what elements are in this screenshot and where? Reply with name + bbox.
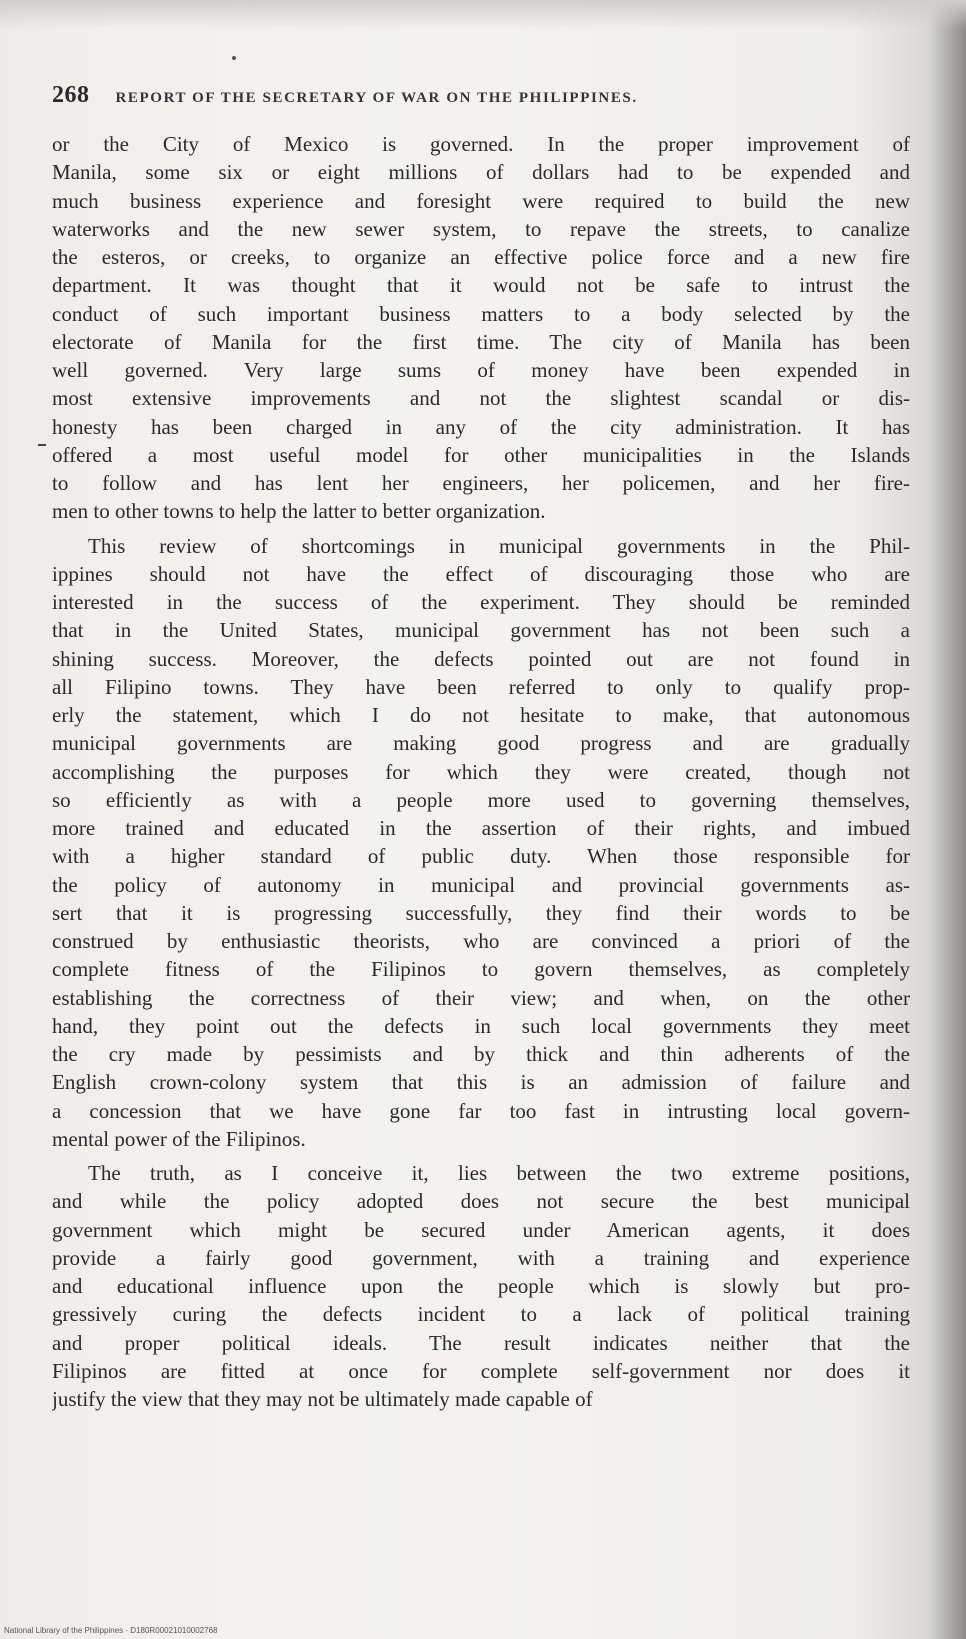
text-line: to follow and has lent her engineers, her policemen, and her fire-: [52, 471, 910, 495]
paragraph: [52, 130, 910, 526]
text-line: interested in the success of the experiment. They should be reminded: [52, 590, 910, 614]
text-line: the policy of autonomy in municipal and provincial governments as-: [52, 872, 910, 897]
text-line: honesty has been charged in any of the city administration. It has: [52, 414, 910, 439]
footer-attribution: National Library of the Philippines · D180R00021010002768: [4, 1626, 218, 1635]
text-line: electorate of Manila for the first time. The city of Manila has been: [52, 329, 910, 354]
running-head: REPORT OF THE SECRETARY OF WAR ON THE PHILIPPINES.: [115, 90, 638, 106]
text-line: hand, they point out the defects in such local governments they meet: [52, 1013, 910, 1038]
text-line: waterworks and the new sewer system, to repave the streets, to canalize: [52, 216, 910, 241]
text-line: construed by enthusiastic theorists, who are convinced a priori of the: [52, 929, 910, 953]
text-line: English crown-colony system that this is an admission of failure and: [52, 1070, 910, 1095]
ink-speck: [232, 56, 236, 60]
text-line: establishing the correctness of their view; and when, on the other: [52, 985, 910, 1010]
text-line: government which might be secured under American agents, it does: [52, 1217, 910, 1242]
paragraph: [52, 532, 910, 1154]
text-line: department. It was thought that it would not be safe to intrust the: [52, 273, 910, 298]
text-line: well governed. Very large sums of money have been expended in: [52, 358, 910, 382]
text-line: mental power of the Filipinos.: [52, 1126, 306, 1151]
text-line: erly the statement, which I do not hesitate to make, that autonomous: [52, 703, 910, 727]
text-line: Filipinos are fitted at once for complete self-government nor does it: [52, 1358, 910, 1383]
text-line: that in the United States, municipal government has not been such a: [52, 618, 910, 643]
text-line: The truth, as I conceive it, lies between the two extreme positions,: [88, 1161, 910, 1185]
text-line: offered a most useful model for other municipalities in the Islands: [52, 442, 910, 467]
text-line: shining success. Moreover, the defects pointed out are not found in: [52, 646, 910, 671]
text-line: so efficiently as with a people more used to governing themselves,: [52, 787, 910, 812]
text-line: and proper political ideals. The result indicates neither that the: [52, 1330, 910, 1355]
text-line: sert that it is progressing successfully, they find their words to be: [52, 900, 910, 925]
text-line: the esteros, or creeks, to organize an effective police force and a new fire: [52, 245, 910, 269]
text-line: conduct of such important business matters to a body selected by the: [52, 301, 910, 326]
body-text: [52, 130, 910, 1413]
text-line: and while the policy adopted does not secure the best municipal: [52, 1189, 910, 1214]
text-line: the cry made by pessimists and by thick and thin adherents of the: [52, 1042, 910, 1066]
text-line: more trained and educated in the assertion of their rights, and imbued: [52, 816, 910, 840]
text-line: or the City of Mexico is governed. In the proper improvement of: [52, 132, 910, 156]
text-line: accomplishing the purposes for which they were created, though not: [52, 759, 910, 784]
text-line: ippines should not have the effect of discouraging those who are: [52, 561, 910, 586]
text-line: and educational influence upon the people which is slowly but pro-: [52, 1274, 910, 1298]
text-line: all Filipino towns. They have been referred to only to qualify prop-: [52, 674, 910, 699]
text-line: Manila, some six or eight millions of dollars had to be expended and: [52, 160, 910, 185]
text-line: a concession that we have gone far too fast in intrusting local govern-: [52, 1098, 910, 1123]
text-line: most extensive improvements and not the slightest scandal or dis-: [52, 386, 910, 411]
text-line: men to other towns to help the latter to better organization.: [52, 499, 546, 524]
text-line: justify the view that they may not be ultimately made capable of: [52, 1387, 593, 1411]
text-line: gressively curing the defects incident to a lack of political training: [52, 1302, 910, 1327]
text-line: This review of shortcomings in municipal governments in the Phil-: [88, 533, 910, 558]
page-number: 268: [52, 82, 90, 108]
text-line: municipal governments are making good progress and are gradually: [52, 731, 910, 756]
scan-shadow: [0, 0, 966, 30]
margin-mark: [38, 444, 46, 446]
text-line: complete fitness of the Filipinos to govern themselves, as completely: [52, 957, 910, 982]
text-line: with a higher standard of public duty. When those responsible for: [52, 844, 910, 869]
paragraph: [52, 1159, 910, 1413]
text-line: provide a fairly good government, with a training and experience: [52, 1245, 910, 1270]
text-line: much business experience and foresight were required to build the new: [52, 188, 910, 213]
page-header: [52, 82, 912, 112]
